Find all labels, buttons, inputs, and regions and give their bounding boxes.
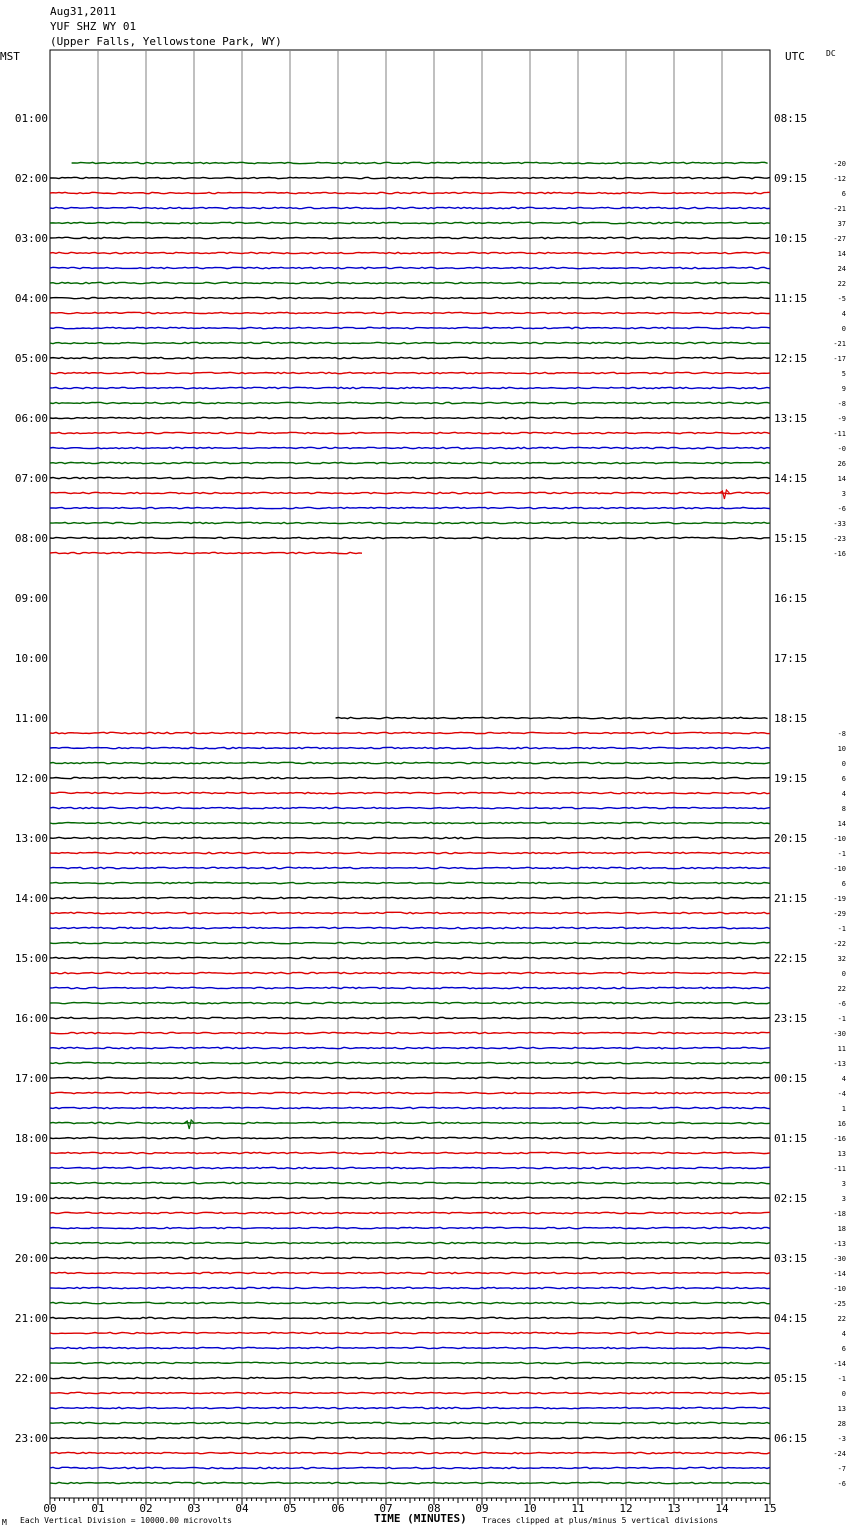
utc-hour-label: 05:15 — [774, 1372, 808, 1385]
trace-line — [50, 1272, 770, 1273]
utc-hour-label: 17:15 — [774, 652, 808, 665]
trace-line — [50, 537, 770, 538]
dc-offset-label: 0 — [841, 325, 846, 333]
trace-line — [50, 1407, 770, 1408]
dc-offset-label: -0 — [837, 445, 846, 453]
dc-offset-label: 0 — [841, 1390, 846, 1398]
dc-offset-label: -14 — [833, 1360, 846, 1368]
dc-offset-label: 22 — [837, 280, 846, 288]
mst-hour-label: 11:00 — [14, 712, 48, 725]
trace-line — [50, 297, 770, 298]
dc-offset-label: -4 — [837, 1090, 846, 1098]
clip-note: Traces clipped at plus/minus 5 vertical divisions — [482, 1516, 719, 1525]
trace-line — [50, 1377, 770, 1378]
mst-hour-label: 06:00 — [14, 412, 48, 425]
x-tick-label: 09 — [475, 1502, 489, 1515]
x-tick-label: 02 — [139, 1502, 153, 1515]
dc-offset-label: -6 — [837, 505, 846, 513]
dc-offset-label: -7 — [837, 1465, 846, 1473]
trace-line — [50, 192, 770, 193]
dc-offset-label: 4 — [841, 790, 846, 798]
mst-label: MST — [0, 50, 20, 63]
mst-hour-label: 14:00 — [14, 892, 48, 905]
mst-hour-label: 08:00 — [14, 532, 48, 545]
dc-offset-label: -30 — [833, 1255, 846, 1263]
trace-line — [50, 342, 770, 343]
dc-offset-label: 0 — [841, 760, 846, 768]
trace-line — [50, 1332, 770, 1333]
x-tick-label: 05 — [283, 1502, 297, 1515]
dc-offset-label: -21 — [833, 340, 846, 348]
dc-offset-label: -6 — [837, 1000, 846, 1008]
dc-offset-label: -20 — [833, 160, 846, 168]
trace-line — [50, 447, 770, 448]
dc-offset-label: 4 — [841, 1330, 846, 1338]
utc-hour-label: 10:15 — [774, 232, 808, 245]
trace-line — [50, 417, 770, 418]
mst-hour-label: 12:00 — [14, 772, 48, 785]
trace-line — [50, 792, 770, 793]
dc-offset-label: -24 — [833, 1450, 846, 1458]
trace-line — [50, 822, 770, 823]
trace-line — [50, 927, 770, 928]
x-tick-label: 03 — [187, 1502, 201, 1515]
trace-line — [50, 1152, 770, 1153]
mst-hour-label: 18:00 — [14, 1132, 48, 1145]
utc-hour-label: 12:15 — [774, 352, 808, 365]
dc-offset-label: -16 — [833, 550, 846, 558]
trace-line — [50, 327, 770, 328]
trace-line — [50, 522, 770, 523]
dc-offset-label: -3 — [837, 1435, 846, 1443]
dc-offset-label: 1 — [841, 1105, 846, 1113]
header-date: Aug31,2011 — [50, 5, 117, 18]
trace-line — [50, 762, 770, 763]
dc-offset-label: -29 — [833, 910, 846, 918]
trace-line — [50, 1017, 770, 1018]
trace-line — [50, 1002, 770, 1003]
dc-offset-label: 13 — [837, 1150, 846, 1158]
trace-line — [50, 1347, 770, 1348]
trace-line — [50, 207, 770, 208]
mst-hour-label: 01:00 — [14, 112, 48, 125]
utc-hour-label: 03:15 — [774, 1252, 808, 1265]
x-tick-label: 07 — [379, 1502, 393, 1515]
trace-line — [50, 1437, 770, 1438]
utc-hour-label: 19:15 — [774, 772, 808, 785]
trace-line — [50, 807, 770, 808]
x-tick-label: 04 — [235, 1502, 249, 1515]
dc-offset-label: 3 — [841, 490, 846, 498]
dc-offset-label: -10 — [833, 1285, 846, 1293]
trace-line — [50, 1242, 770, 1243]
trace-line — [50, 732, 770, 733]
trace-line — [50, 1392, 770, 1393]
dc-offset-label: -14 — [833, 1270, 846, 1278]
dc-offset-label: 14 — [837, 475, 846, 483]
trace-line — [50, 402, 770, 403]
dc-offset-label: 26 — [837, 460, 846, 468]
utc-hour-label: 22:15 — [774, 952, 808, 965]
dc-offset-label: 11 — [837, 1045, 846, 1053]
dc-offset-label: -12 — [833, 175, 846, 183]
x-tick-label: 00 — [43, 1502, 57, 1515]
trace-line — [50, 372, 770, 373]
utc-hour-label: 15:15 — [774, 532, 808, 545]
trace-line — [50, 1317, 770, 1318]
trace-line — [50, 1287, 770, 1288]
dc-offset-label: -1 — [837, 1015, 846, 1023]
trace-line — [50, 462, 770, 463]
mst-hour-label: 02:00 — [14, 172, 48, 185]
mst-hour-label: 15:00 — [14, 952, 48, 965]
trace-line — [50, 267, 770, 268]
mst-hour-label: 05:00 — [14, 352, 48, 365]
trace-line — [50, 1212, 770, 1213]
utc-hour-label: 02:15 — [774, 1192, 808, 1205]
trace-line — [50, 477, 770, 478]
trace-line — [50, 972, 770, 973]
dc-offset-label: -13 — [833, 1240, 846, 1248]
trace-line — [50, 987, 770, 988]
dc-offset-label: 6 — [841, 1345, 846, 1353]
utc-hour-label: 00:15 — [774, 1072, 808, 1085]
dc-offset-label: -6 — [837, 1480, 846, 1488]
header-station: YUF SHZ WY 01 — [50, 20, 137, 33]
utc-hour-label: 04:15 — [774, 1312, 808, 1325]
dc-offset-label: 16 — [837, 1120, 846, 1128]
dc-offset-label: -5 — [837, 295, 846, 303]
x-tick-label: 13 — [667, 1502, 681, 1515]
x-tick-label: 14 — [715, 1502, 729, 1515]
utc-hour-label: 20:15 — [774, 832, 808, 845]
dc-offset-label: -17 — [833, 355, 846, 363]
mst-hour-label: 23:00 — [14, 1432, 48, 1445]
dc-offset-label: -25 — [833, 1300, 846, 1308]
x-tick-label: 10 — [523, 1502, 537, 1515]
trace-line — [50, 492, 770, 493]
trace-line — [50, 432, 770, 433]
scale-note: Each Vertical Division = 10000.00 microvolts — [20, 1516, 232, 1525]
trace-line — [50, 222, 770, 223]
dc-offset-label: 8 — [841, 805, 846, 813]
trace-line — [50, 312, 770, 313]
trace-line — [50, 1047, 770, 1048]
dc-offset-label: 3 — [841, 1180, 846, 1188]
trace-line — [50, 897, 770, 898]
mst-hour-label: 20:00 — [14, 1252, 48, 1265]
trace-line — [50, 252, 770, 253]
dc-offset-label: -30 — [833, 1030, 846, 1038]
trace-line — [50, 882, 770, 883]
trace-line — [50, 1167, 770, 1168]
mst-hour-label: 16:00 — [14, 1012, 48, 1025]
utc-hour-label: 21:15 — [774, 892, 808, 905]
trace-line — [72, 162, 768, 163]
mst-hour-label: 03:00 — [14, 232, 48, 245]
trace-line — [50, 237, 770, 238]
dc-offset-label: 14 — [837, 250, 846, 258]
dc-offset-label: 6 — [841, 880, 846, 888]
dc-offset-label: -21 — [833, 205, 846, 213]
dc-offset-label: -8 — [837, 400, 846, 408]
dc-label: DC — [826, 49, 836, 58]
trace-line — [50, 1482, 770, 1483]
dc-offset-label: 4 — [841, 310, 846, 318]
utc-hour-label: 01:15 — [774, 1132, 808, 1145]
dc-offset-label: -10 — [833, 835, 846, 843]
x-tick-label: 01 — [91, 1502, 105, 1515]
dc-offset-label: -1 — [837, 925, 846, 933]
seismic-event — [184, 1120, 194, 1129]
dc-offset-label: -11 — [833, 430, 846, 438]
dc-offset-label: 13 — [837, 1405, 846, 1413]
dc-offset-label: 22 — [837, 985, 846, 993]
dc-offset-label: -19 — [833, 895, 846, 903]
dc-offset-label: 28 — [837, 1420, 846, 1428]
dc-offset-label: -27 — [833, 235, 846, 243]
trace-line — [50, 852, 770, 853]
dc-offset-label: 32 — [837, 955, 846, 963]
dc-offset-label: 10 — [837, 745, 846, 753]
dc-offset-label: -10 — [833, 865, 846, 873]
dc-offset-label: 18 — [837, 1225, 846, 1233]
trace-line — [50, 777, 770, 778]
trace-line — [50, 1182, 770, 1183]
corner-mark: M — [2, 1518, 7, 1527]
x-tick-label: 15 — [763, 1502, 777, 1515]
mst-hour-label: 19:00 — [14, 1192, 48, 1205]
mst-hour-label: 10:00 — [14, 652, 48, 665]
dc-offset-label: -9 — [837, 415, 846, 423]
dc-offset-label: 6 — [841, 190, 846, 198]
x-tick-label: 11 — [571, 1502, 585, 1515]
utc-hour-label: 18:15 — [774, 712, 808, 725]
trace-line — [50, 1077, 770, 1078]
utc-hour-label: 06:15 — [774, 1432, 808, 1445]
trace-line — [50, 1227, 770, 1228]
dc-offset-label: 5 — [841, 370, 846, 378]
trace-line — [50, 1032, 770, 1033]
trace-line — [50, 1302, 770, 1303]
dc-offset-label: -13 — [833, 1060, 846, 1068]
dc-offset-label: 14 — [837, 820, 846, 828]
trace-line — [50, 837, 770, 838]
utc-hour-label: 23:15 — [774, 1012, 808, 1025]
dc-offset-label: 3 — [841, 1195, 846, 1203]
dc-offset-label: 9 — [841, 385, 846, 393]
x-tick-label: 06 — [331, 1502, 345, 1515]
trace-line — [50, 507, 770, 508]
utc-hour-label: 16:15 — [774, 592, 808, 605]
dc-offset-label: -23 — [833, 535, 846, 543]
trace-line — [50, 1092, 770, 1093]
utc-hour-label: 11:15 — [774, 292, 808, 305]
trace-line — [50, 282, 770, 283]
trace-line — [50, 552, 362, 553]
utc-hour-label: 14:15 — [774, 472, 808, 485]
trace-line — [50, 1257, 770, 1258]
mst-hour-label: 21:00 — [14, 1312, 48, 1325]
dc-offset-label: 0 — [841, 970, 846, 978]
trace-line — [50, 867, 770, 868]
x-tick-label: 12 — [619, 1502, 633, 1515]
utc-hour-label: 09:15 — [774, 172, 808, 185]
x-axis-title: TIME (MINUTES) — [374, 1512, 467, 1525]
dc-offset-label: -33 — [833, 520, 846, 528]
utc-label: UTC — [785, 50, 805, 63]
dc-offset-label: 37 — [837, 220, 846, 228]
trace-line — [50, 1467, 770, 1468]
dc-offset-label: -1 — [837, 850, 846, 858]
mst-hour-label: 13:00 — [14, 832, 48, 845]
dc-offset-label: 22 — [837, 1315, 846, 1323]
dc-offset-label: 4 — [841, 1075, 846, 1083]
mst-hour-label: 04:00 — [14, 292, 48, 305]
trace-line — [50, 912, 770, 913]
trace-line — [50, 1197, 770, 1198]
trace-line — [50, 957, 770, 958]
seismic-event — [719, 490, 729, 499]
dc-offset-label: 6 — [841, 775, 846, 783]
trace-line — [50, 942, 770, 943]
trace-line — [50, 1422, 770, 1423]
trace-line — [50, 387, 770, 388]
mst-hour-label: 09:00 — [14, 592, 48, 605]
trace-line — [50, 1137, 770, 1138]
trace-line — [50, 1452, 770, 1453]
trace-line — [50, 1062, 770, 1063]
trace-line — [50, 747, 770, 748]
trace-line — [50, 357, 770, 358]
utc-hour-label: 08:15 — [774, 112, 808, 125]
trace-line — [50, 177, 770, 178]
mst-hour-label: 22:00 — [14, 1372, 48, 1385]
dc-offset-label: -16 — [833, 1135, 846, 1143]
mst-hour-label: 17:00 — [14, 1072, 48, 1085]
mst-hour-label: 07:00 — [14, 472, 48, 485]
dc-offset-label: 24 — [837, 265, 846, 273]
x-tick-label: 08 — [427, 1502, 441, 1515]
dc-offset-label: -18 — [833, 1210, 846, 1218]
trace-line — [50, 1107, 770, 1108]
dc-offset-label: -11 — [833, 1165, 846, 1173]
dc-offset-label: -22 — [833, 940, 846, 948]
utc-hour-label: 13:15 — [774, 412, 808, 425]
trace-line — [50, 1362, 770, 1363]
dc-offset-label: -1 — [837, 1375, 846, 1383]
header-location: (Upper Falls, Yellowstone Park, WY) — [50, 35, 282, 48]
dc-offset-label: -8 — [837, 730, 846, 738]
trace-line — [336, 717, 768, 718]
trace-line — [50, 1122, 770, 1123]
